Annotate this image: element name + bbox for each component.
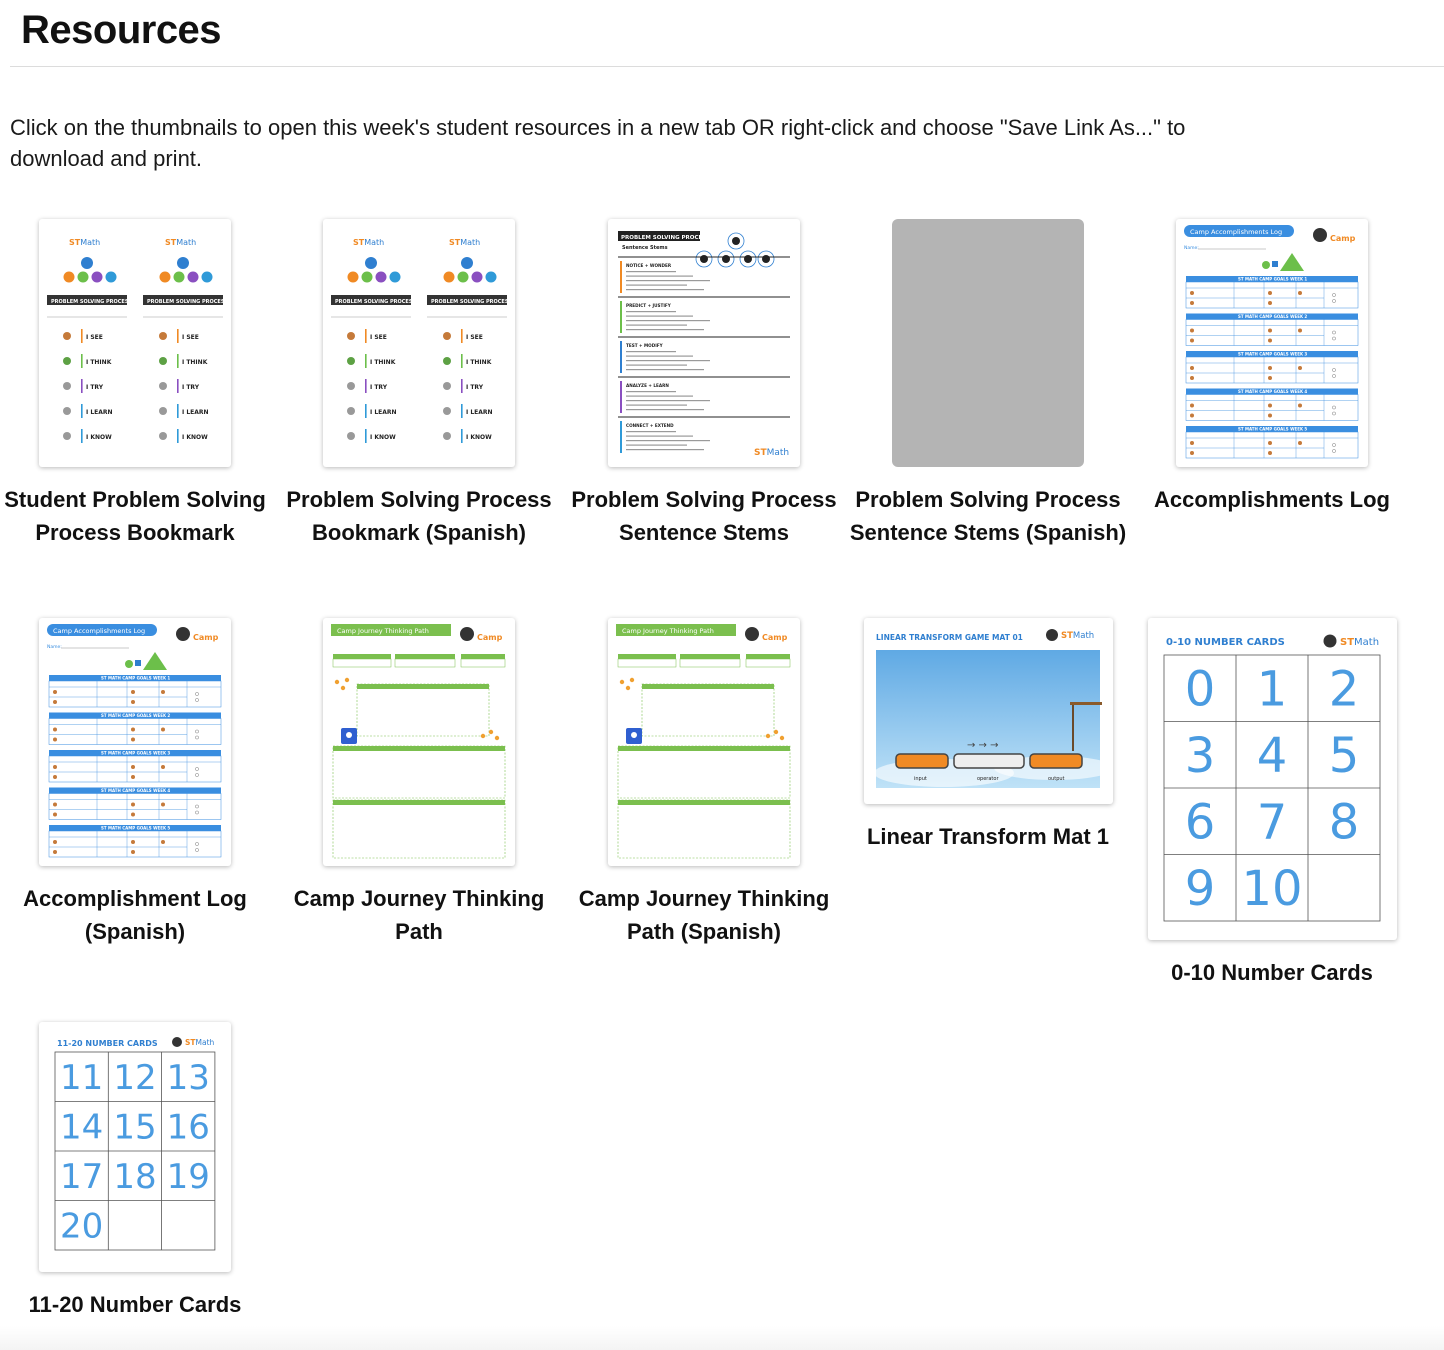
svg-text:operator: operator: [976, 776, 999, 782]
resource-title[interactable]: Camp Journey Thinking Path: [293, 886, 545, 944]
svg-text:TEST + MODIFY: TEST + MODIFY: [626, 343, 663, 348]
svg-text:I KNOW: I KNOW: [182, 434, 208, 441]
svg-text:ANALYZE + LEARN: ANALYZE + LEARN: [626, 383, 669, 388]
svg-text:input: input: [913, 776, 927, 782]
resource-title[interactable]: Camp Journey Thinking Path (Spanish): [578, 886, 830, 944]
svg-text:STMath: STMath: [754, 448, 790, 458]
svg-text:I LEARN: I LEARN: [86, 409, 113, 416]
svg-text:Camp: Camp: [193, 633, 219, 642]
svg-text:I TRY: I TRY: [86, 384, 104, 391]
svg-text:15: 15: [113, 1107, 157, 1148]
svg-text:LINEAR TRANSFORM GAME MAT 01: LINEAR TRANSFORM GAME MAT 01: [875, 633, 1023, 642]
svg-text:9: 9: [1184, 861, 1215, 918]
svg-text:I SEE: I SEE: [466, 334, 483, 341]
svg-text:Camp Journey Thinking Path: Camp Journey Thinking Path: [622, 627, 714, 635]
svg-text:2: 2: [1328, 661, 1359, 718]
resource-thumbnail[interactable]: [608, 219, 800, 467]
resource-card-sentence-stems-spanish[interactable]: [846, 219, 1130, 549]
resource-title[interactable]: Problem Solving Process Sentence Stems (Spanish): [849, 487, 1127, 545]
svg-text:0: 0: [1184, 661, 1215, 718]
svg-text:10: 10: [1240, 861, 1303, 918]
resource-thumbnail[interactable]: [39, 1022, 231, 1272]
svg-text:7: 7: [1256, 794, 1287, 851]
svg-text:Name:: Name:: [1184, 246, 1199, 251]
resource-card-number-cards-11-20[interactable]: [0, 1022, 277, 1321]
resource-title[interactable]: Problem Solving Process Bookmark (Spanish): [286, 487, 552, 545]
svg-text:18: 18: [113, 1156, 157, 1197]
svg-text:STMath: STMath: [449, 238, 481, 247]
resource-thumbnail-placeholder[interactable]: [892, 219, 1084, 467]
resource-thumbnail[interactable]: [608, 618, 800, 866]
svg-text:I TRY: I TRY: [182, 384, 200, 391]
svg-text:1: 1: [1256, 661, 1287, 718]
sentence-stems-thumbnail-art: [608, 219, 800, 467]
resource-title[interactable]: Problem Solving Process Sentence Stems: [571, 487, 837, 545]
svg-text:5: 5: [1328, 728, 1359, 785]
svg-text:PROBLEM SOLVING PROCESS: PROBLEM SOLVING PROCESS: [335, 299, 416, 305]
log-thumbnail-art: [1176, 219, 1368, 467]
svg-text:Camp: Camp: [762, 633, 788, 642]
svg-text:Camp Accomplishments Log: Camp Accomplishments Log: [53, 627, 146, 635]
resource-title[interactable]: 11-20 Number Cards: [28, 1292, 242, 1317]
svg-text:output: output: [1047, 776, 1064, 782]
svg-text:8: 8: [1328, 794, 1359, 851]
svg-text:CONNECT + EXTEND: CONNECT + EXTEND: [626, 423, 674, 428]
svg-text:ST MATH CAMP GOALS WEEK 2: ST MATH CAMP GOALS WEEK 2: [1238, 314, 1308, 320]
svg-text:I LEARN: I LEARN: [370, 409, 397, 416]
svg-text:PROBLEM SOLVING PROCESS: PROBLEM SOLVING PROCESS: [431, 299, 512, 305]
svg-text:I THINK: I THINK: [370, 359, 396, 366]
svg-text:12: 12: [113, 1057, 157, 1098]
number-cards-thumbnail-art: [1148, 618, 1397, 940]
svg-text:→ → →: → → →: [966, 740, 998, 751]
svg-text:11: 11: [60, 1057, 104, 1098]
resource-thumbnail[interactable]: [1148, 618, 1397, 940]
svg-text:ST MATH CAMP GOALS WEEK 5: ST MATH CAMP GOALS WEEK 5: [1238, 426, 1308, 432]
svg-text:I THINK: I THINK: [182, 359, 208, 366]
bookmark-thumbnail-art: [323, 219, 515, 467]
svg-text:I TRY: I TRY: [466, 384, 484, 391]
resource-card-sentence-stems[interactable]: [562, 219, 846, 549]
svg-text:Camp Journey Thinking Path: Camp Journey Thinking Path: [337, 627, 429, 635]
svg-text:20: 20: [60, 1206, 104, 1247]
svg-text:0-10 NUMBER CARDS: 0-10 NUMBER CARDS: [1165, 637, 1285, 648]
svg-text:STMath: STMath: [1339, 637, 1379, 648]
svg-text:PROBLEM SOLVING PROCESS: PROBLEM SOLVING PROCESS: [621, 235, 710, 241]
svg-text:ST MATH CAMP GOALS WEEK 1: ST MATH CAMP GOALS WEEK 1: [101, 675, 171, 681]
resource-card-accomplishment-log-spanish[interactable]: [0, 618, 277, 948]
svg-text:STMath: STMath: [353, 238, 385, 247]
svg-text:14: 14: [60, 1107, 104, 1148]
svg-text:STMath: STMath: [69, 238, 101, 247]
resource-card-thinking-path-spanish[interactable]: [562, 618, 846, 948]
resource-thumbnail[interactable]: [864, 618, 1113, 804]
svg-text:I LEARN: I LEARN: [466, 409, 493, 416]
svg-text:PREDICT + JUSTIFY: PREDICT + JUSTIFY: [626, 303, 671, 308]
svg-text:Sentence Stems: Sentence Stems: [622, 245, 668, 251]
svg-text:Camp: Camp: [1330, 234, 1356, 243]
svg-text:ST MATH CAMP GOALS WEEK 3: ST MATH CAMP GOALS WEEK 3: [1238, 351, 1308, 357]
svg-text:I THINK: I THINK: [466, 359, 492, 366]
resource-card-bookmark-spanish[interactable]: [277, 219, 561, 549]
svg-text:NOTICE + WONDER: NOTICE + WONDER: [626, 263, 672, 268]
svg-text:Name:: Name:: [47, 645, 62, 650]
log-thumbnail-art: [39, 618, 231, 866]
resource-thumbnail[interactable]: [39, 219, 231, 467]
resource-thumbnail[interactable]: [1176, 219, 1368, 467]
resource-card-thinking-path[interactable]: [277, 618, 561, 948]
title-divider: [10, 66, 1444, 67]
svg-text:I KNOW: I KNOW: [466, 434, 492, 441]
svg-text:PROBLEM SOLVING PROCESS: PROBLEM SOLVING PROCESS: [51, 299, 132, 305]
resource-card-student-bookmark[interactable]: [0, 219, 277, 549]
resource-card-number-cards-0-10[interactable]: [1130, 618, 1414, 989]
svg-text:STMath: STMath: [185, 1038, 215, 1047]
svg-text:ST MATH CAMP GOALS WEEK 4: ST MATH CAMP GOALS WEEK 4: [1238, 389, 1308, 395]
resource-title[interactable]: Accomplishment Log (Spanish): [23, 886, 247, 944]
resource-thumbnail[interactable]: [39, 618, 231, 866]
svg-text:ST MATH CAMP GOALS WEEK 1: ST MATH CAMP GOALS WEEK 1: [1238, 276, 1308, 282]
svg-text:I KNOW: I KNOW: [86, 434, 112, 441]
svg-text:6: 6: [1184, 794, 1215, 851]
path-thumbnail-art: [323, 618, 515, 866]
page-bottom-edge: [0, 1326, 1444, 1350]
path-thumbnail-art: [608, 618, 800, 866]
resource-title[interactable]: Linear Transform Mat 1: [866, 824, 1110, 849]
resource-thumbnail[interactable]: [323, 618, 515, 866]
resource-card-linear-transform[interactable]: [846, 618, 1130, 853]
svg-text:I KNOW: I KNOW: [370, 434, 396, 441]
svg-text:Camp: Camp: [477, 633, 503, 642]
resource-card-accomplishments-log[interactable]: [1130, 219, 1414, 516]
svg-text:I TRY: I TRY: [370, 384, 388, 391]
svg-text:ST MATH CAMP GOALS WEEK 3: ST MATH CAMP GOALS WEEK 3: [101, 750, 171, 756]
svg-text:3: 3: [1184, 728, 1215, 785]
svg-text:PROBLEM SOLVING PROCESS: PROBLEM SOLVING PROCESS: [147, 299, 228, 305]
svg-text:19: 19: [166, 1156, 210, 1197]
bookmark-thumbnail-art: [39, 219, 231, 467]
svg-text:I SEE: I SEE: [86, 334, 103, 341]
number-cards-thumbnail-art: [39, 1022, 231, 1272]
svg-text:STMath: STMath: [1060, 631, 1094, 641]
svg-text:ST MATH CAMP GOALS WEEK 5: ST MATH CAMP GOALS WEEK 5: [101, 825, 171, 831]
svg-text:I LEARN: I LEARN: [182, 409, 209, 416]
svg-text:Camp Accomplishments Log: Camp Accomplishments Log: [1190, 228, 1283, 236]
intro-text: Click on the thumbnails to open this week's student resources in a new tab OR right-click and choose "Save Link As..." to download and print.: [10, 115, 1186, 171]
svg-text:ST MATH CAMP GOALS WEEK 4: ST MATH CAMP GOALS WEEK 4: [101, 788, 171, 794]
svg-text:I SEE: I SEE: [370, 334, 387, 341]
resource-title[interactable]: Student Problem Solving Process Bookmark: [4, 487, 266, 545]
resource-title[interactable]: 0-10 Number Cards: [1171, 960, 1373, 985]
svg-text:4: 4: [1256, 728, 1287, 785]
page-title: Resources: [21, 8, 222, 52]
svg-text:11-20 NUMBER CARDS: 11-20 NUMBER CARDS: [57, 1039, 158, 1048]
svg-text:ST MATH CAMP GOALS WEEK 2: ST MATH CAMP GOALS WEEK 2: [101, 713, 171, 719]
resource-title[interactable]: Accomplishments Log: [1154, 487, 1390, 512]
svg-text:I THINK: I THINK: [86, 359, 112, 366]
svg-text:16: 16: [166, 1107, 210, 1148]
svg-text:I SEE: I SEE: [182, 334, 199, 341]
svg-text:17: 17: [60, 1156, 104, 1197]
svg-text:13: 13: [166, 1057, 210, 1098]
resource-thumbnail[interactable]: [323, 219, 515, 467]
svg-text:STMath: STMath: [165, 238, 197, 247]
transform-thumbnail-art: [864, 618, 1113, 804]
